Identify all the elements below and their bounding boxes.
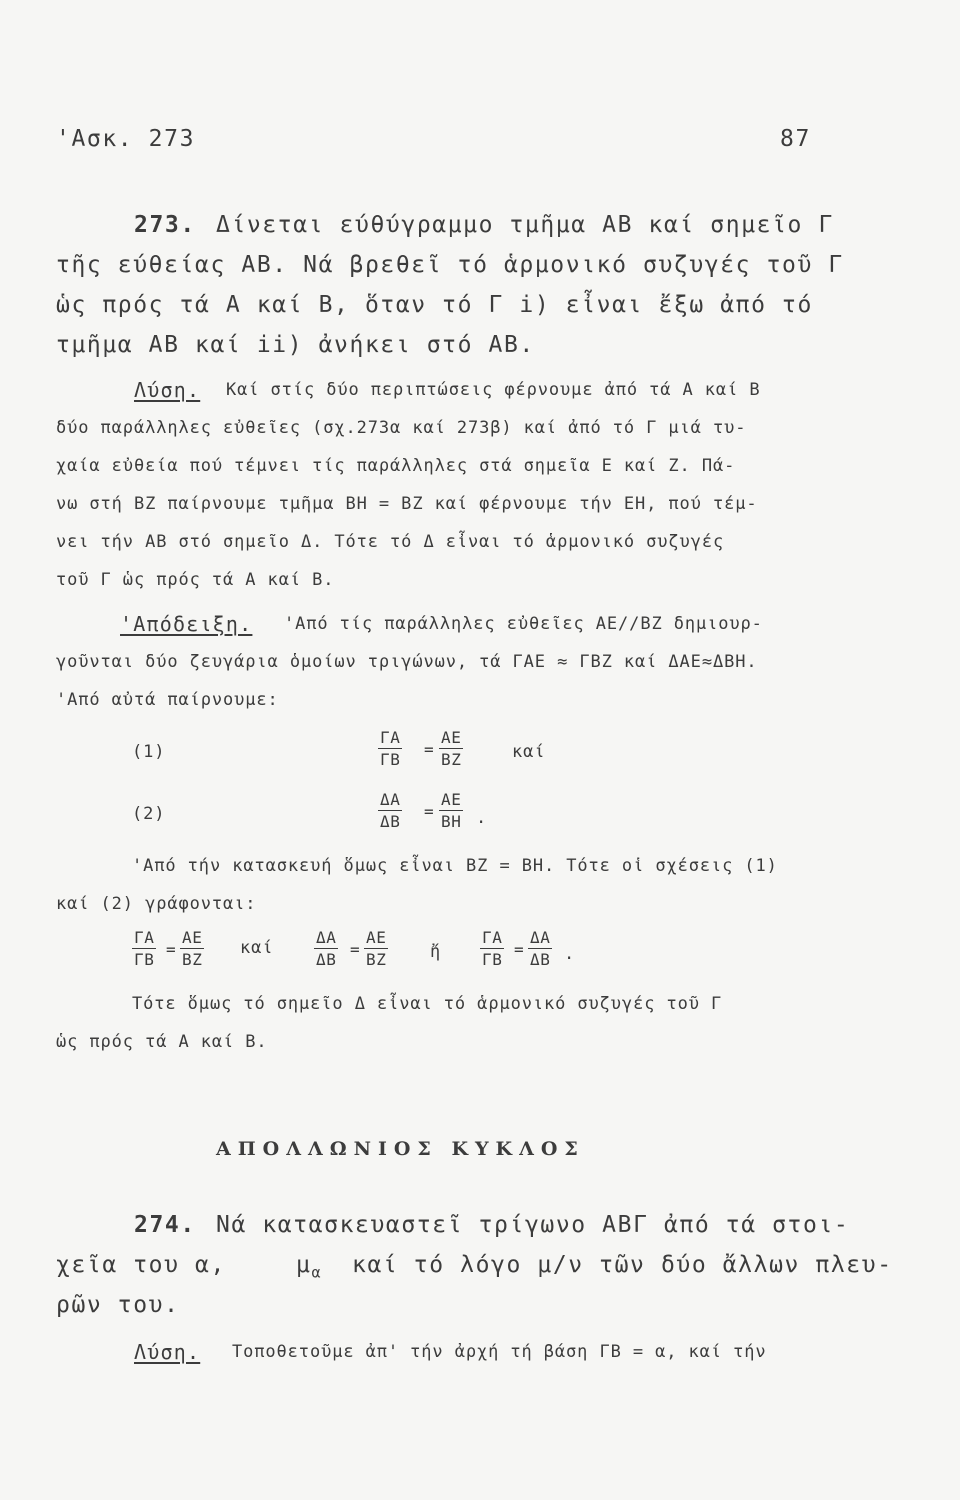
- equation-3-fraction-3: [314, 930, 338, 968]
- fraction-denominator: ΔΒ: [316, 950, 337, 969]
- exercise-273-line-3: ὡς πρός τά Α καί Β, ὅταν τό Γ i) εἶναι ἔξω ἀπό τό: [56, 292, 813, 318]
- exercise-273-line-2: τῆς εύθείας ΑΒ. Νά βρεθεῖ τό ἁρμονικό συζυγές τοῦ Γ: [56, 252, 844, 278]
- fraction-denominator: ΒΖ: [441, 750, 462, 769]
- conclusion-line-1: Τότε ὅμως τό σημεῖο Δ εἶναι τό ἁρμονικό συζυγές τοῦ Γ: [132, 994, 723, 1014]
- exercise-273-line-4: τμῆμα ΑΒ καί ii) ἀνήκει στό ΑΒ.: [56, 332, 535, 358]
- page-header-left: 'Ασκ. 273: [56, 126, 196, 152]
- fraction-denominator: ΒΖ: [182, 950, 203, 969]
- fraction-numerator: ΑΕ: [366, 928, 387, 947]
- fraction-denominator: ΔΒ: [530, 950, 551, 969]
- equation-3-and: καί: [240, 938, 274, 958]
- page-number: 87: [780, 126, 811, 152]
- solution-line-4: νω στή ΒΖ παίρνουμε τμῆμα ΒΗ = ΒΖ καί φέρνουμε τήν ΕΗ, πού τέμ-: [56, 494, 758, 514]
- solution-274-label: Λύση.: [134, 1340, 201, 1364]
- fraction-numerator: ΔΑ: [530, 928, 551, 947]
- equation-3-fraction-2: [180, 930, 204, 968]
- equals-sign: =: [166, 940, 176, 959]
- mu-alpha: [296, 1252, 322, 1282]
- equation-3-fraction-1: [132, 930, 156, 968]
- equals-sign: =: [350, 940, 360, 959]
- equation-2-suffix: .: [476, 808, 488, 828]
- exercise-274-line-1: Νά κατασκευαστεῖ τρίγωνο ΑΒΓ ἀπό τά στοι-: [216, 1212, 850, 1238]
- equation-3-fraction-6: [528, 930, 552, 968]
- fraction-numerator: ΔΑ: [380, 790, 401, 809]
- section-title: ΑΠΟΛΛΩΝΙΟΣ ΚΥΚΛΟΣ: [216, 1138, 585, 1160]
- fraction-numerator: ΓΑ: [134, 928, 155, 947]
- equation-1-suffix: καί: [512, 742, 546, 762]
- exercise-273-line-1: Δίνεται εύθύγραμμο τμῆμα ΑΒ καί σημεῖο Γ: [216, 212, 834, 238]
- solution-274-line-1: Τοποθετοῦμε ἀπ' τήν ἀρχή τή βάση ΓΒ = α, καί τήν: [232, 1342, 767, 1362]
- solution-line-1: Καί στίς δύο περιπτώσεις φέρνουμε ἀπό τά Α καί Β: [226, 380, 761, 400]
- equation-1-right-fraction: [439, 730, 463, 768]
- solution-line-5: νει τήν ΑΒ στό σημεῖο Δ. Τότε τό Δ εἶναι τό ἁρμονικό συζυγές: [56, 532, 725, 552]
- fraction-numerator: ΔΑ: [316, 928, 337, 947]
- mu-symbol: μ: [296, 1252, 312, 1278]
- solution-label: Λύση.: [134, 378, 201, 402]
- mu-subscript: α: [311, 1263, 323, 1282]
- after-line-1: 'Από τήν κατασκευή ὅμως εἶναι ΒΖ = ΒΗ. Τότε οἱ σχέσεις (1): [132, 856, 778, 876]
- equation-1-left-fraction: [378, 730, 402, 768]
- proof-line-3: 'Από αὐτά παίρνουμε:: [56, 690, 279, 710]
- exercise-274-line-2b: καί τό λόγο μ/ν τῶν δύο ἄλλων πλευ-: [352, 1252, 893, 1278]
- exercise-273-number: 273.: [134, 212, 196, 238]
- equation-1-label: (1): [132, 742, 166, 762]
- equation-3-or: ἤ: [430, 942, 442, 962]
- fraction-denominator: ΓΒ: [380, 750, 401, 769]
- fraction-numerator: ΑΕ: [182, 928, 203, 947]
- equation-3-end: .: [564, 944, 576, 964]
- equation-2-right-fraction: [439, 792, 463, 830]
- proof-label: 'Απόδειξη.: [120, 612, 253, 636]
- equals-sign: =: [424, 740, 434, 759]
- exercise-274-line-2a: χεῖα του α,: [56, 1252, 226, 1278]
- fraction-numerator: ΑΕ: [441, 728, 462, 747]
- conclusion-line-2: ὡς πρός τά Α καί Β.: [56, 1032, 268, 1052]
- fraction-denominator: ΔΒ: [380, 812, 401, 831]
- fraction-denominator: ΒΗ: [441, 812, 462, 831]
- fraction-numerator: ΓΑ: [380, 728, 401, 747]
- equals-sign: =: [424, 802, 434, 821]
- equals-sign: =: [514, 940, 524, 959]
- fraction-numerator: ΑΕ: [441, 790, 462, 809]
- equation-2-label: (2): [132, 804, 166, 824]
- exercise-274-line-3: ρῶν του.: [56, 1292, 180, 1318]
- solution-line-3: χαία εὐθεία πού τέμνει τίς παράλληλες στά σημεῖα Ε καί Ζ. Πά-: [56, 456, 736, 476]
- fraction-denominator: ΒΖ: [366, 950, 387, 969]
- equation-3-fraction-4: [364, 930, 388, 968]
- equation-2-left-fraction: [378, 792, 402, 830]
- fraction-numerator: ΓΑ: [482, 928, 503, 947]
- fraction-denominator: ΓΒ: [482, 950, 503, 969]
- equation-3-fraction-5: [480, 930, 504, 968]
- fraction-denominator: ΓΒ: [134, 950, 155, 969]
- proof-line-1: 'Από τίς παράλληλες εὐθεῖες ΑΕ//ΒΖ δημιουρ-: [284, 614, 763, 634]
- solution-line-2: δύο παράλληλες εὐθεῖες (σχ.273α καί 273β) καί ἀπό τό Γ μιά τυ-: [56, 418, 747, 438]
- solution-line-6: τοῦ Γ ὡς πρός τά Α καί Β.: [56, 570, 335, 590]
- proof-line-2: γοῦνται δύο ζευγάρια ὁμοίων τριγώνων, τά ΓΑΕ ≈ ΓΒΖ καί ΔΑΕ≈ΔΒΗ.: [56, 652, 758, 672]
- exercise-274-number: 274.: [134, 1212, 196, 1238]
- after-line-2: καί (2) γράφονται:: [56, 894, 257, 914]
